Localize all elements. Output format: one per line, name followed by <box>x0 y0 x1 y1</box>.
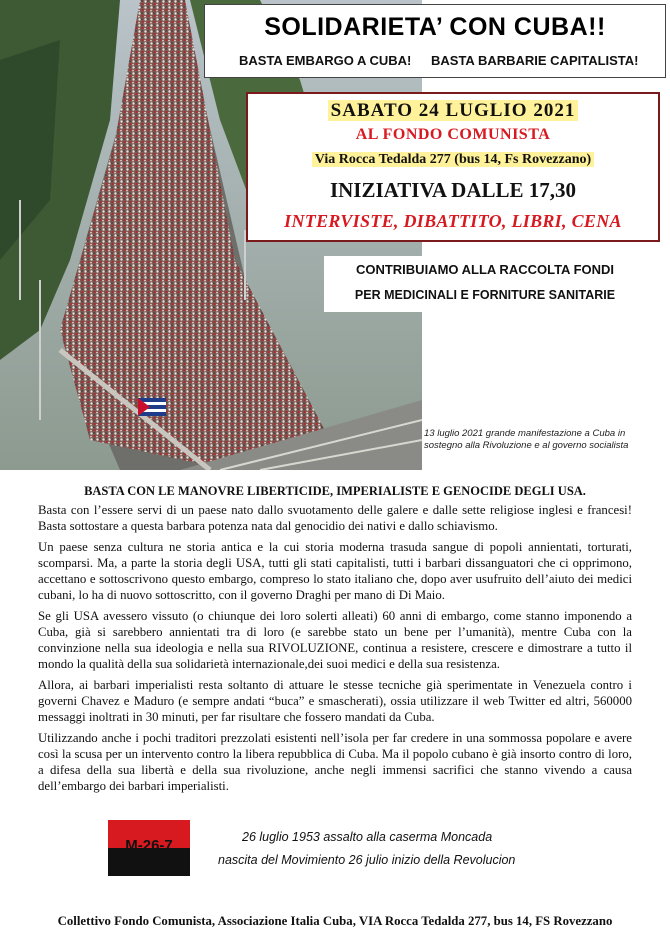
event-date-text: SABATO 24 LUGLIO 2021 <box>328 100 579 121</box>
title-banner <box>204 4 666 78</box>
slogan-embargo: BASTA EMBARGO A CUBA! <box>239 53 412 68</box>
event-details-box <box>246 92 660 242</box>
article-paragraph: Un paese senza cultura ne storia antica e la cui storia moderna trasuda sangue di popoli annientati, torturati, scomparsi. Ma, a parte la storia degli USA, tutti gli stati capitalisti, tutti i barbari dissanguatori che ci opprimono, accettano e sottoscrivono questo embargo, compreso lo stato italiano che, dopo aver usufruito dell’aiuto dei medici cubani, lo ha di nuovo sottoscritto, con il governo Draghi per mano di Di Maio. <box>38 540 632 602</box>
page-title: SOLIDARIETA’ CON CUBA!! <box>264 13 606 41</box>
event-date <box>248 100 658 122</box>
article-paragraph: Se gli USA avessero vissuto (o chiunque dei loro solerti alleati) 60 anni di embargo, come stanno imponendo a Cuba, già si sarebbero annientati tra di loro (e sarebbe stato un bene per l’umanità), mentre Cuba con la convinzione nella sua ideologia e nella sua RIVOLUZIONE, continua a resistere, crescere e dimostrare a tutto il mondo la qualità della sua solidarietà internazionale,dei suoi medici e della sua resistenza. <box>38 609 632 671</box>
fundraising-box <box>324 256 646 312</box>
photo-caption: 13 luglio 2021 grande manifestazione a Cuba in sostegno alla Rivoluzione e al governo socialista <box>424 428 629 451</box>
footer-credits: Collettivo Fondo Comunista, Associazione Italia Cuba, VIA Rocca Tedalda 277, bus 14, FS Rovezzano <box>57 914 613 928</box>
event-start-time: INIZIATIVA DALLE 17,30 <box>329 178 577 202</box>
event-program: INTERVISTE, DIBATTITO, LIBRI, CENA <box>284 211 622 231</box>
slogan-capitalism: BASTA BARBARIE CAPITALISTA! <box>431 53 639 68</box>
article-paragraph: Allora, ai barbari imperialisti resta soltanto di attuare le stesse tecniche già sperimentate in Venezuela contro i governi Chavez e Maduro (e sempre andati “buca” e smascherati), ossia utilizzare il web Twitter ed altri, 560000 messaggi inoltrati in 30 minuti, per far risultare che fossero mandati da Cuba. <box>38 678 632 724</box>
event-venue: AL FONDO COMUNISTA <box>355 126 551 143</box>
moncada-line: 26 luglio 1953 assalto alla caserma Moncada <box>242 830 493 844</box>
article-headline: BASTA CON LE MANOVRE LIBERTICIDE, IMPERIALISTE E GENOCIDE DEGLI USA. <box>84 484 586 498</box>
event-address <box>248 152 658 168</box>
event-address-text: Via Rocca Tedalda 277 (bus 14, Fs Rovezzano) <box>312 152 594 167</box>
fundraising-line-1: CONTRIBUIAMO ALLA RACCOLTA FONDI <box>355 262 615 277</box>
badge-label: M-26-7 <box>125 837 173 854</box>
fundraising-line-2: PER MEDICINALI E FORNITURE SANITARIE <box>354 288 616 302</box>
movement-line: nascita del Movimiento 26 julio inizio della Revolucion <box>218 853 516 867</box>
article-body <box>38 502 632 799</box>
m26-badge <box>108 820 190 876</box>
article-paragraph: Basta con l’essere servi di un paese nato dallo svuotamento delle galere e dalle sette religiose inglesi e francesi! Basta sottostare a questa barbara potenza nata dal genocidio dei nativi e dallo schiavismo. <box>38 503 632 533</box>
article-paragraph: Utilizzando anche i pochi traditori prezzolati esistenti nell’isola per far credere in una sommossa popolare e avere così la scusa per un intervento contro la libera repubblica di Cuba. Ma il popolo cubano è già insorto contro di loro, a difesa della sua libertà e della sua rivoluzione, anche negli immensi sacrifici che stanno vivendo a causa dell’embargo dei barbari imperialisti. <box>38 731 632 793</box>
